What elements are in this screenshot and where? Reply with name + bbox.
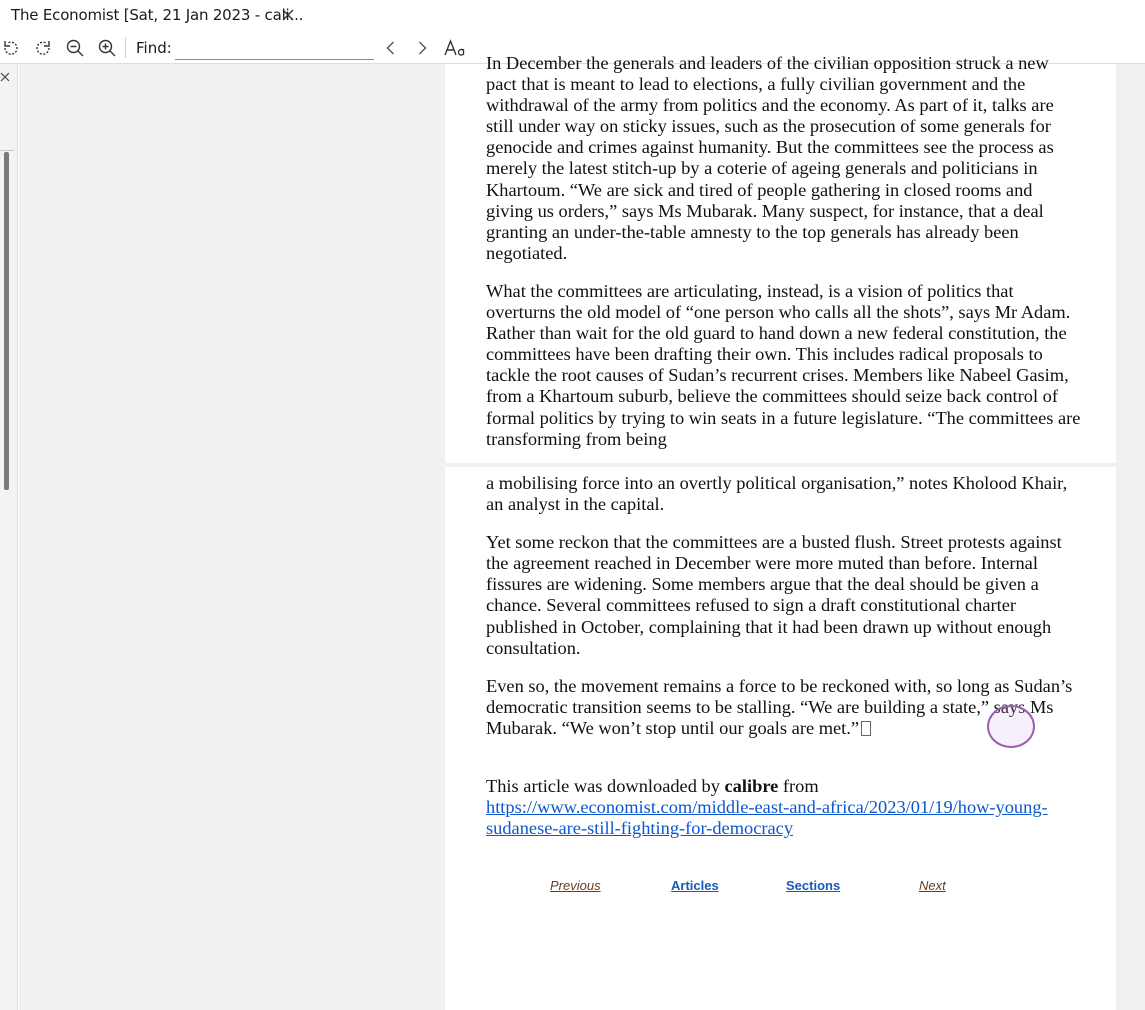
paragraph: In December the generals and leaders of the civilian opposition struck a new pact that is meant to lead to elections, a fully civilian government and the withdrawal of the army from politics and the economy. As part of it, talks are still under way on sticky issues, such as the prosecution of some generals for genocide and crimes against humanity. But the committees see the process as merely the latest stitch-up by a coterie of ageing generals and politicians in Khartoum. “We are sick and tired of people gathering in closed rooms and giving us orders,” says Ms Mubarak. Many suspect, for instance, that a deal granting an under-the-table amnesty to the top generals has already been negotiated. bbox=[486, 53, 1054, 263]
articles-link[interactable]: Articles bbox=[671, 878, 719, 893]
download-notice bbox=[486, 776, 1066, 839]
article-page-top bbox=[445, 53, 1116, 463]
next-link[interactable]: Next bbox=[919, 878, 946, 893]
source-link[interactable]: https://www.economist.com/middle-east-and-africa/2023/01/19/how-young-sudanese-are-still-fighting-for-democracy bbox=[486, 797, 1048, 839]
download-from: from bbox=[778, 776, 819, 796]
previous-match-icon[interactable] bbox=[380, 37, 402, 59]
paragraph: a mobilising force into an overtly political organisation,” notes Kholood Khair, an analyst in the capital. bbox=[486, 473, 1068, 515]
find-label: Find: bbox=[136, 39, 172, 57]
tab-bar bbox=[0, 0, 1145, 31]
previous-link[interactable]: Previous bbox=[550, 878, 601, 893]
left-panel bbox=[0, 64, 18, 1010]
mouse-cursor-highlight bbox=[987, 705, 1035, 748]
close-icon[interactable] bbox=[281, 8, 295, 22]
tab-title[interactable]: The Economist [Sat, 21 Jan 2023 - cali... bbox=[11, 6, 304, 24]
zoom-out-icon[interactable] bbox=[64, 37, 86, 59]
zoom-in-icon[interactable] bbox=[96, 37, 118, 59]
paragraph: What the committees are articulating, instead, is a vision of politics that overturns the old model of “one person who calls all the shots”, says Mr Adam. Rather than wait for the old guard to hand down a new federal constitution, the committees have been drafting their own. This includes radical proposals to tackle the root causes of Sudan’s recurrent crises. Members like Nabeel Gasim, from a Khartoum suburb, believe the committees should seize back control of formal politics by trying to win seats in a future legislature. “The committees are transforming from being bbox=[486, 280, 1081, 449]
font-settings-icon[interactable] bbox=[443, 37, 467, 59]
toolbar-separator bbox=[125, 37, 126, 58]
end-marker-icon bbox=[861, 721, 871, 736]
article-text bbox=[486, 53, 1081, 467]
scrollbar[interactable] bbox=[4, 152, 9, 490]
panel-divider bbox=[0, 150, 14, 151]
find-input[interactable] bbox=[175, 34, 374, 60]
sections-link[interactable]: Sections bbox=[786, 878, 841, 893]
paragraph: Even so, the movement remains a force to be reckoned with, so long as Sudan’s democratic transition seems to be stalling. “We are building a state,” says Ms Mubarak. “We won’t stop until our goals are met.” bbox=[486, 675, 1073, 738]
download-prefix: This article was downloaded by bbox=[486, 776, 725, 796]
download-app: calibre bbox=[724, 776, 779, 796]
rotate-forward-icon[interactable] bbox=[32, 37, 54, 59]
rotate-back-icon[interactable] bbox=[0, 37, 22, 59]
close-panel-icon[interactable] bbox=[0, 72, 10, 82]
next-match-icon[interactable] bbox=[411, 37, 433, 59]
paragraph: Yet some reckon that the committees are a busted flush. Street protests against the agreement reached in December were more muted than before. Internal fissures are widening. Some members argue that the deal should be given a chance. Several committees refused to sign a draft constitutional charter published in October, complaining that it had been drawn up without enough consultation. bbox=[486, 532, 1062, 658]
